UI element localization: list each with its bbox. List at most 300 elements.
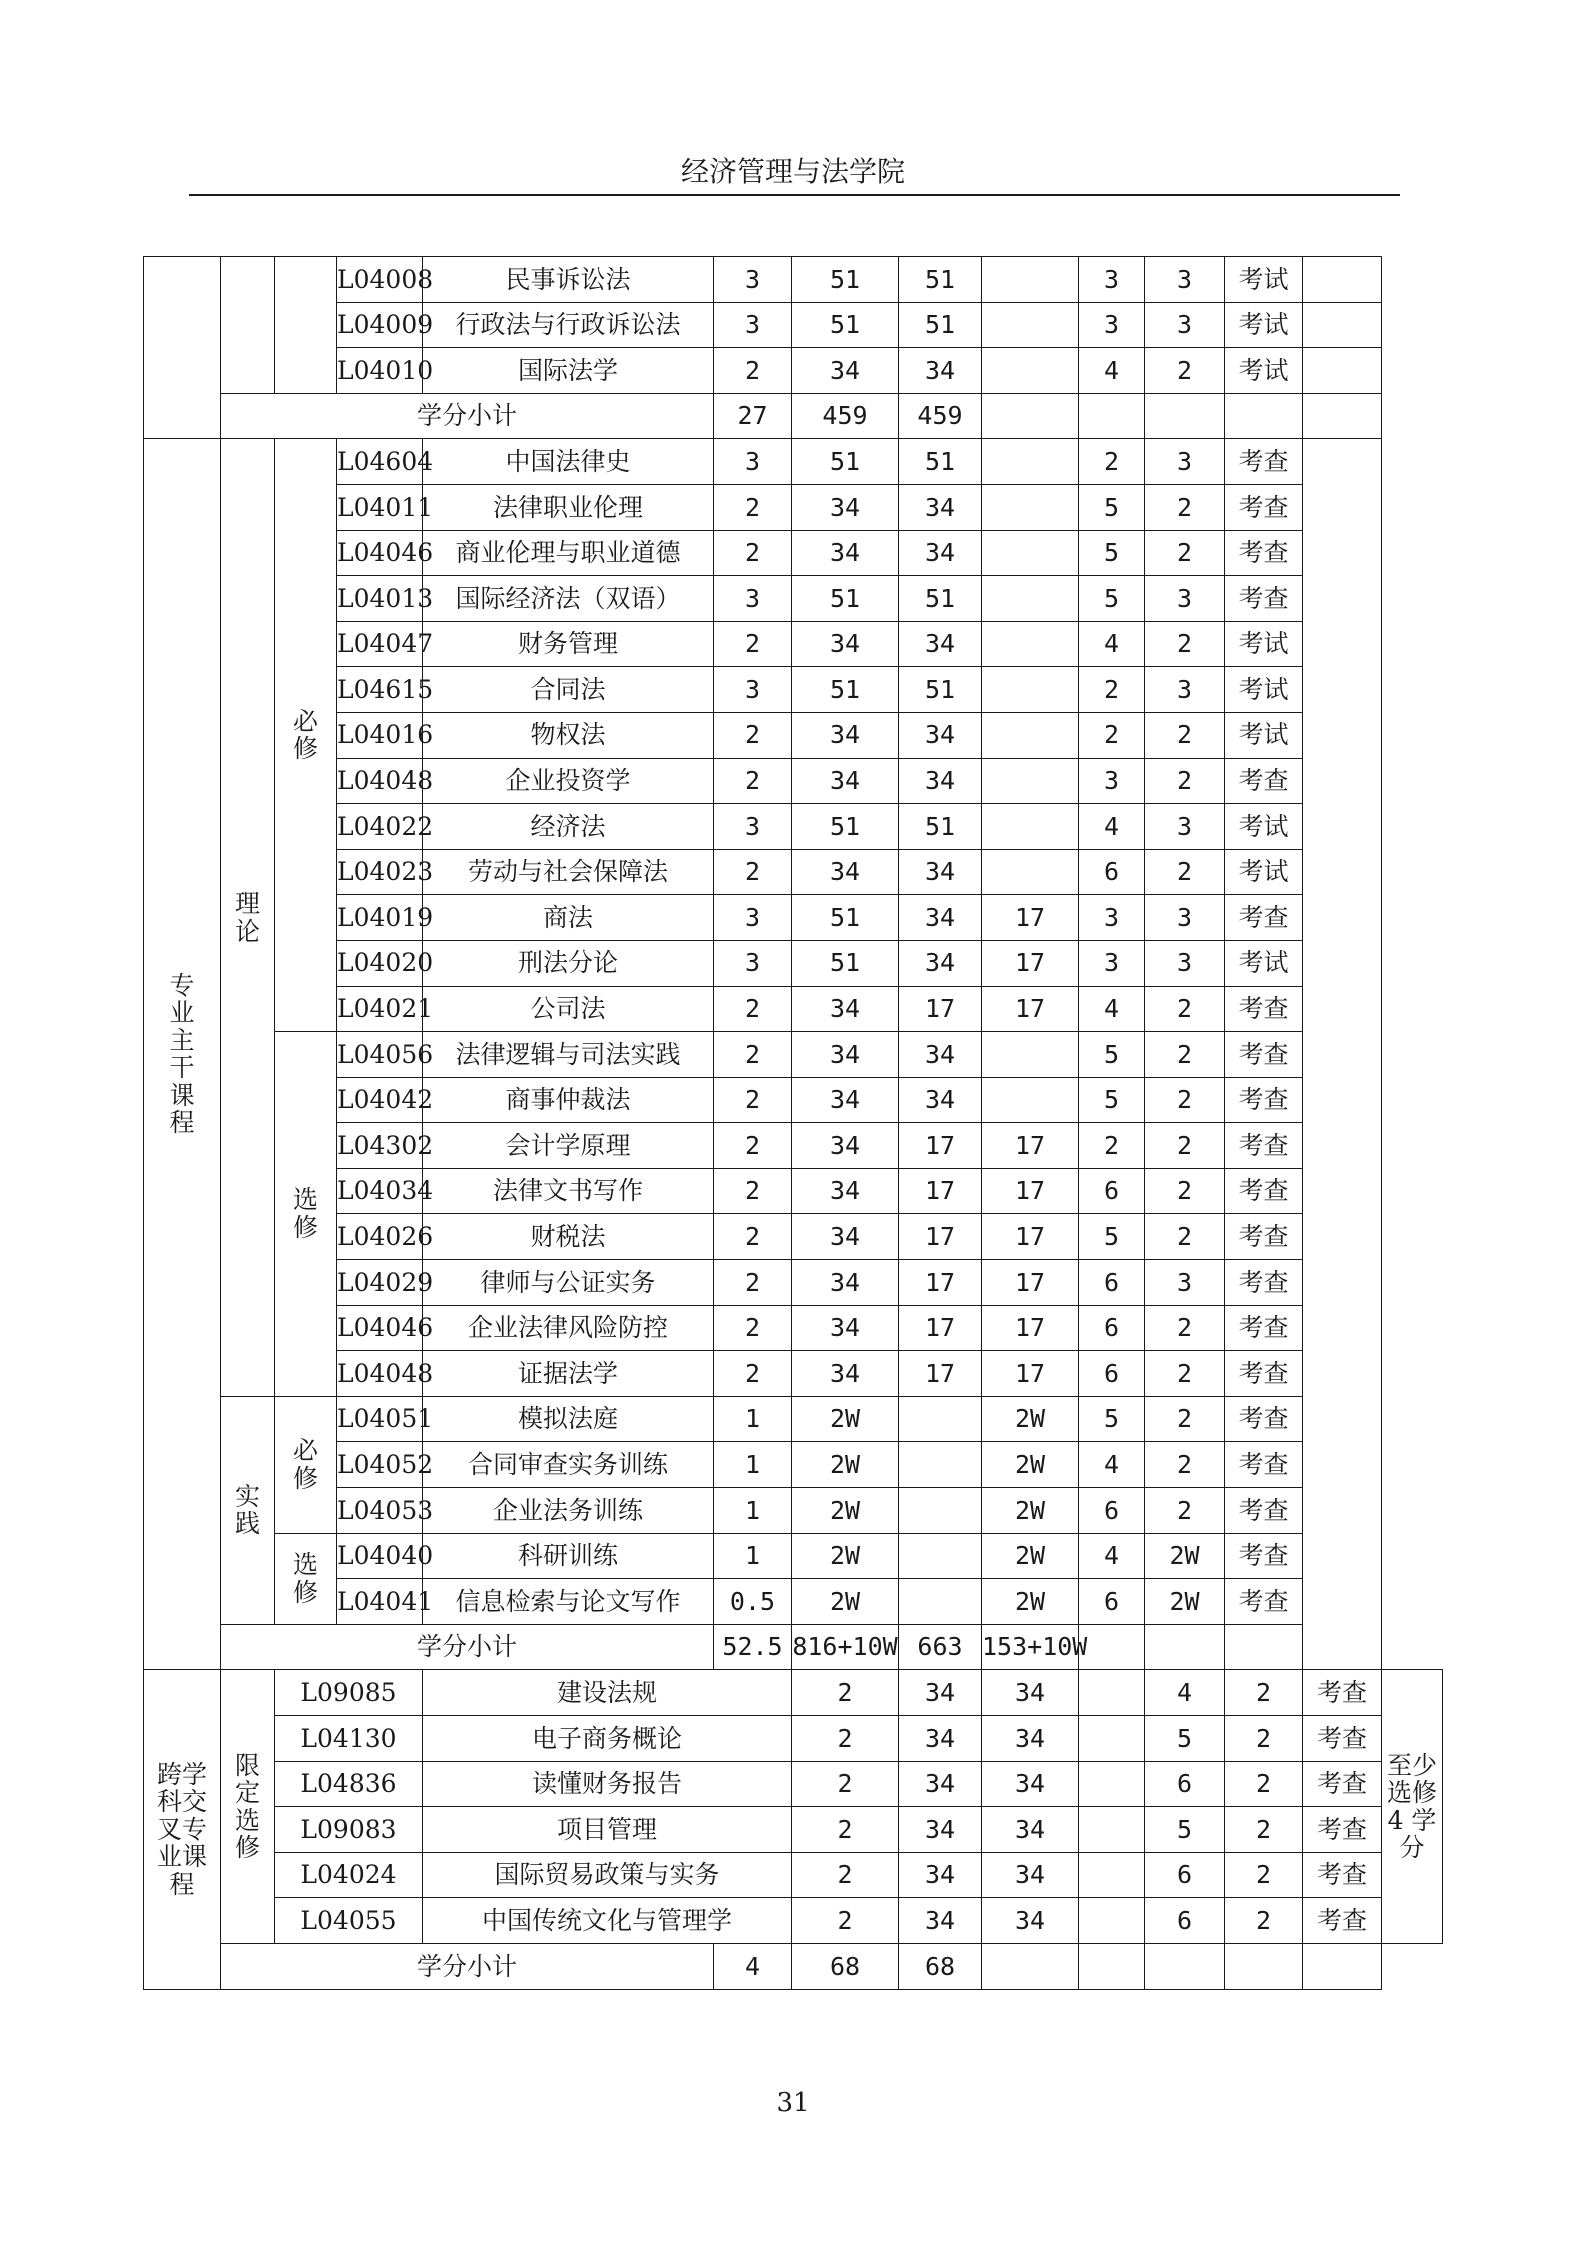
subtotal-total-hours: 68 bbox=[792, 1943, 899, 1989]
table-row bbox=[144, 1351, 1443, 1397]
note-cell bbox=[1303, 302, 1382, 348]
course-name: 法律职业伦理 bbox=[423, 484, 714, 530]
stacked-char: 科交 bbox=[156, 1787, 207, 1817]
stacked-char: 课 bbox=[169, 1080, 195, 1110]
lecture-hours bbox=[899, 1396, 982, 1442]
practice-hours bbox=[982, 439, 1079, 485]
table-row bbox=[144, 758, 1443, 804]
total-hours: 34 bbox=[792, 986, 899, 1032]
lecture-hours bbox=[899, 1442, 982, 1488]
assessment: 考试 bbox=[1225, 621, 1303, 667]
table-row bbox=[144, 804, 1443, 850]
lecture-hours: 34 bbox=[982, 1852, 1079, 1898]
assessment: 考查 bbox=[1225, 895, 1303, 941]
note-cell bbox=[1303, 439, 1382, 1670]
lecture-hours: 34 bbox=[982, 1716, 1079, 1762]
course-code: L04021 bbox=[337, 986, 423, 1032]
credits: 0.5 bbox=[714, 1579, 792, 1625]
assessment: 考试 bbox=[1225, 804, 1303, 850]
weekly-hours: 2W bbox=[1145, 1579, 1225, 1625]
course-name: 中国传统文化与管理学 bbox=[423, 1898, 792, 1944]
empty-cell bbox=[1303, 393, 1382, 439]
course-code: L04046 bbox=[337, 530, 423, 576]
credits: 2 bbox=[714, 1032, 792, 1078]
semester: 4 bbox=[1079, 804, 1145, 850]
course-name: 财务管理 bbox=[423, 621, 714, 667]
semester: 2 bbox=[1079, 439, 1145, 485]
total-hours: 51 bbox=[792, 895, 899, 941]
credits: 2 bbox=[714, 712, 792, 758]
assessment: 考查 bbox=[1225, 1488, 1303, 1534]
total-hours: 34 bbox=[899, 1898, 982, 1944]
practice-hours bbox=[1079, 1898, 1145, 1944]
total-hours: 34 bbox=[899, 1716, 982, 1762]
lecture-hours: 34 bbox=[899, 940, 982, 986]
course-name: 读懂财务报告 bbox=[423, 1761, 792, 1807]
semester: 4 bbox=[1079, 621, 1145, 667]
total-hours: 51 bbox=[792, 940, 899, 986]
stacked-char: 论 bbox=[234, 916, 260, 946]
practice-hours: 17 bbox=[982, 1168, 1079, 1214]
table-row bbox=[144, 1852, 1443, 1898]
course-name: 律师与公证实务 bbox=[423, 1260, 714, 1306]
course-code: L04011 bbox=[337, 484, 423, 530]
lecture-hours: 34 bbox=[899, 621, 982, 667]
subtotal-practice-hours bbox=[982, 393, 1079, 439]
credits: 2 bbox=[714, 1351, 792, 1397]
lecture-hours: 34 bbox=[899, 895, 982, 941]
course-code: L04019 bbox=[337, 895, 423, 941]
total-hours: 2W bbox=[792, 1533, 899, 1579]
practice-hours: 17 bbox=[982, 895, 1079, 941]
course-code: L04022 bbox=[337, 804, 423, 850]
assessment: 考查 bbox=[1225, 1032, 1303, 1078]
semester: 6 bbox=[1079, 849, 1145, 895]
course-name: 信息检索与论文写作 bbox=[423, 1579, 714, 1625]
lecture-hours: 34 bbox=[982, 1670, 1079, 1716]
course-code: L04055 bbox=[275, 1898, 423, 1944]
credits: 2 bbox=[714, 621, 792, 667]
stacked-char: 修 bbox=[234, 1833, 260, 1863]
credits: 2 bbox=[714, 758, 792, 804]
assessment: 考查 bbox=[1303, 1716, 1382, 1762]
credits: 2 bbox=[714, 530, 792, 576]
semester: 5 bbox=[1079, 1032, 1145, 1078]
table-row bbox=[144, 1716, 1443, 1762]
course-name: 国际经济法（双语） bbox=[423, 576, 714, 622]
subtotal-credits: 27 bbox=[714, 393, 792, 439]
lecture-hours bbox=[899, 1533, 982, 1579]
course-code: L04009 bbox=[337, 302, 423, 348]
lecture-hours: 51 bbox=[899, 302, 982, 348]
required-label bbox=[275, 439, 337, 1032]
subtotal-lecture-hours: 459 bbox=[899, 393, 982, 439]
category-cell bbox=[144, 257, 221, 439]
credits: 3 bbox=[714, 302, 792, 348]
stacked-char: 业课 bbox=[156, 1842, 207, 1872]
weekly-hours: 2 bbox=[1225, 1670, 1303, 1716]
total-hours: 34 bbox=[899, 1852, 982, 1898]
assessment: 考查 bbox=[1225, 484, 1303, 530]
note-cell bbox=[1303, 257, 1382, 303]
practice-hours bbox=[1079, 1807, 1145, 1853]
course-name: 经济法 bbox=[423, 804, 714, 850]
weekly-hours: 2 bbox=[1145, 348, 1225, 394]
table-row bbox=[144, 1488, 1443, 1534]
credits: 2 bbox=[714, 484, 792, 530]
weekly-hours: 2 bbox=[1145, 758, 1225, 804]
table-row bbox=[144, 1123, 1443, 1169]
credits: 2 bbox=[792, 1670, 899, 1716]
lecture-hours: 34 bbox=[899, 712, 982, 758]
table-row bbox=[144, 667, 1443, 713]
weekly-hours: 2 bbox=[1145, 849, 1225, 895]
semester: 2 bbox=[1079, 667, 1145, 713]
assessment: 考查 bbox=[1225, 530, 1303, 576]
course-name: 民事诉讼法 bbox=[423, 257, 714, 303]
course-name: 企业投资学 bbox=[423, 758, 714, 804]
practice-hours: 17 bbox=[982, 1305, 1079, 1351]
total-hours: 34 bbox=[792, 348, 899, 394]
course-code: L04052 bbox=[337, 1442, 423, 1488]
weekly-hours: 2 bbox=[1145, 1123, 1225, 1169]
semester: 4 bbox=[1145, 1670, 1225, 1716]
stacked-char: 选 bbox=[234, 1805, 260, 1835]
weekly-hours: 2 bbox=[1225, 1761, 1303, 1807]
credits: 3 bbox=[714, 804, 792, 850]
course-code: L04020 bbox=[337, 940, 423, 986]
semester: 3 bbox=[1079, 895, 1145, 941]
assessment: 考查 bbox=[1225, 1305, 1303, 1351]
empty-cell bbox=[1079, 1943, 1145, 1989]
practice-hours bbox=[982, 484, 1079, 530]
course-name: 国际贸易政策与实务 bbox=[423, 1852, 792, 1898]
total-hours: 2W bbox=[792, 1488, 899, 1534]
weekly-hours: 2 bbox=[1145, 1305, 1225, 1351]
table-row bbox=[144, 1670, 1443, 1716]
course-code: L04047 bbox=[337, 621, 423, 667]
subtotal-row bbox=[144, 1624, 1443, 1670]
stacked-char: 至少 bbox=[1386, 1750, 1437, 1780]
stacked-char: 主 bbox=[169, 1025, 195, 1055]
assessment: 考查 bbox=[1225, 1442, 1303, 1488]
lecture-hours: 51 bbox=[899, 804, 982, 850]
lecture-hours: 51 bbox=[899, 257, 982, 303]
empty-cell bbox=[1303, 1943, 1382, 1989]
assessment: 考查 bbox=[1303, 1670, 1382, 1716]
practice-hours bbox=[982, 758, 1079, 804]
weekly-hours: 2 bbox=[1145, 1032, 1225, 1078]
table-row bbox=[144, 621, 1443, 667]
credits: 2 bbox=[792, 1716, 899, 1762]
practice-hours: 17 bbox=[982, 986, 1079, 1032]
assessment: 考试 bbox=[1225, 348, 1303, 394]
stacked-char: 实 bbox=[234, 1481, 260, 1511]
total-hours: 34 bbox=[792, 484, 899, 530]
stacked-char: 必 bbox=[292, 1436, 318, 1466]
total-hours: 51 bbox=[792, 439, 899, 485]
total-hours: 34 bbox=[792, 1077, 899, 1123]
table-row bbox=[144, 1579, 1443, 1625]
total-hours: 34 bbox=[792, 1260, 899, 1306]
total-hours: 34 bbox=[792, 1214, 899, 1260]
assessment: 考查 bbox=[1225, 1579, 1303, 1625]
total-hours: 51 bbox=[792, 576, 899, 622]
stacked-char: 选 bbox=[292, 1550, 318, 1580]
course-code: L04008 bbox=[337, 257, 423, 303]
lecture-hours bbox=[899, 1488, 982, 1534]
weekly-hours: 2 bbox=[1145, 1077, 1225, 1123]
lecture-hours: 34 bbox=[899, 1032, 982, 1078]
assessment: 考试 bbox=[1225, 667, 1303, 713]
table-row bbox=[144, 1032, 1443, 1078]
practice-hours bbox=[982, 576, 1079, 622]
total-hours: 34 bbox=[792, 712, 899, 758]
credits: 2 bbox=[714, 1123, 792, 1169]
category-label bbox=[144, 439, 221, 1670]
credits: 1 bbox=[714, 1488, 792, 1534]
semester: 6 bbox=[1079, 1488, 1145, 1534]
weekly-hours: 3 bbox=[1145, 804, 1225, 850]
lecture-hours: 17 bbox=[899, 1214, 982, 1260]
course-code: L09085 bbox=[275, 1670, 423, 1716]
empty-cell bbox=[1225, 393, 1303, 439]
empty-cell bbox=[1225, 1624, 1303, 1670]
practice-hours bbox=[982, 348, 1079, 394]
category-label bbox=[144, 1670, 221, 1989]
subtotal-label: 学分小计 bbox=[221, 393, 714, 439]
credits: 2 bbox=[714, 1305, 792, 1351]
course-code: L04130 bbox=[275, 1716, 423, 1762]
total-hours: 34 bbox=[792, 530, 899, 576]
course-name: 法律逻辑与司法实践 bbox=[423, 1032, 714, 1078]
practice-hours: 17 bbox=[982, 940, 1079, 986]
empty-cell bbox=[1225, 1943, 1303, 1989]
lecture-hours: 34 bbox=[982, 1807, 1079, 1853]
lecture-hours: 34 bbox=[899, 348, 982, 394]
course-code: L04048 bbox=[337, 1351, 423, 1397]
course-name: 财税法 bbox=[423, 1214, 714, 1260]
stacked-char: 修 bbox=[292, 1577, 318, 1607]
semester: 5 bbox=[1079, 1396, 1145, 1442]
table-row bbox=[144, 1442, 1443, 1488]
table-row bbox=[144, 1214, 1443, 1260]
semester: 3 bbox=[1079, 758, 1145, 804]
course-name: 国际法学 bbox=[423, 348, 714, 394]
practice-hours: 2W bbox=[982, 1533, 1079, 1579]
stacked-char: 定 bbox=[234, 1778, 260, 1808]
stacked-char: 选 bbox=[292, 1185, 318, 1215]
credits: 3 bbox=[714, 667, 792, 713]
lecture-hours bbox=[899, 1579, 982, 1625]
credits: 2 bbox=[714, 1077, 792, 1123]
stacked-char: 修 bbox=[292, 1463, 318, 1493]
semester: 6 bbox=[1079, 1168, 1145, 1214]
total-hours: 34 bbox=[792, 758, 899, 804]
weekly-hours: 2 bbox=[1145, 1442, 1225, 1488]
table-row bbox=[144, 986, 1443, 1032]
semester: 6 bbox=[1079, 1305, 1145, 1351]
course-code: L04026 bbox=[337, 1214, 423, 1260]
lecture-hours: 51 bbox=[899, 667, 982, 713]
total-hours: 34 bbox=[792, 1168, 899, 1214]
practice-hours: 2W bbox=[982, 1488, 1079, 1534]
weekly-hours: 2 bbox=[1145, 1214, 1225, 1260]
weekly-hours: 2 bbox=[1145, 1168, 1225, 1214]
semester: 5 bbox=[1079, 484, 1145, 530]
stacked-char: 4 学 bbox=[1387, 1805, 1437, 1835]
course-code: L04029 bbox=[337, 1260, 423, 1306]
table-row bbox=[144, 1761, 1443, 1807]
stacked-char: 限 bbox=[234, 1750, 260, 1780]
course-name: 中国法律史 bbox=[423, 439, 714, 485]
total-hours: 2W bbox=[792, 1396, 899, 1442]
weekly-hours: 2 bbox=[1145, 712, 1225, 758]
practice-hours bbox=[982, 1032, 1079, 1078]
course-name: 科研训练 bbox=[423, 1533, 714, 1579]
lecture-hours: 34 bbox=[982, 1898, 1079, 1944]
assessment: 考查 bbox=[1225, 986, 1303, 1032]
semester: 6 bbox=[1145, 1852, 1225, 1898]
table-row bbox=[144, 484, 1443, 530]
total-hours: 34 bbox=[899, 1807, 982, 1853]
semester: 6 bbox=[1145, 1898, 1225, 1944]
credits: 2 bbox=[714, 1168, 792, 1214]
weekly-hours: 2 bbox=[1145, 1396, 1225, 1442]
total-hours: 34 bbox=[792, 1032, 899, 1078]
weekly-hours: 3 bbox=[1145, 302, 1225, 348]
semester: 3 bbox=[1079, 940, 1145, 986]
stacked-char: 业 bbox=[169, 998, 195, 1028]
lecture-hours: 51 bbox=[899, 439, 982, 485]
course-code: L04016 bbox=[337, 712, 423, 758]
practice-hours: 17 bbox=[982, 1214, 1079, 1260]
elective-label bbox=[275, 1032, 337, 1397]
total-hours: 51 bbox=[792, 302, 899, 348]
practice-hours bbox=[1079, 1761, 1145, 1807]
credits: 2 bbox=[792, 1898, 899, 1944]
total-hours: 51 bbox=[792, 667, 899, 713]
semester: 5 bbox=[1145, 1716, 1225, 1762]
weekly-hours: 2 bbox=[1145, 484, 1225, 530]
course-name: 企业法律风险防控 bbox=[423, 1305, 714, 1351]
subtotal-credits: 52.5 bbox=[714, 1624, 792, 1670]
lecture-hours: 34 bbox=[899, 1077, 982, 1123]
semester: 4 bbox=[1079, 1442, 1145, 1488]
subtotal-row bbox=[144, 1943, 1443, 1989]
stacked-char: 干 bbox=[169, 1053, 195, 1083]
total-hours: 34 bbox=[899, 1761, 982, 1807]
course-code: L04053 bbox=[337, 1488, 423, 1534]
assessment: 考查 bbox=[1303, 1898, 1382, 1944]
lecture-hours: 17 bbox=[899, 1305, 982, 1351]
course-code: L04048 bbox=[337, 758, 423, 804]
assessment: 考查 bbox=[1225, 1168, 1303, 1214]
assessment: 考试 bbox=[1225, 257, 1303, 303]
stacked-char: 分 bbox=[1399, 1833, 1425, 1863]
course-code: L04042 bbox=[337, 1077, 423, 1123]
weekly-hours: 2 bbox=[1145, 530, 1225, 576]
lecture-hours: 34 bbox=[899, 484, 982, 530]
course-code: L04013 bbox=[337, 576, 423, 622]
weekly-hours: 2 bbox=[1145, 986, 1225, 1032]
credits: 2 bbox=[714, 1260, 792, 1306]
subtotal-row bbox=[144, 393, 1443, 439]
elective-label bbox=[275, 1533, 337, 1624]
semester: 5 bbox=[1079, 1214, 1145, 1260]
subtotal-practice-hours bbox=[982, 1943, 1079, 1989]
semester: 6 bbox=[1079, 1260, 1145, 1306]
semester: 5 bbox=[1145, 1807, 1225, 1853]
credits: 1 bbox=[714, 1442, 792, 1488]
assessment: 考查 bbox=[1225, 439, 1303, 485]
empty-cell bbox=[1079, 393, 1145, 439]
weekly-hours: 2 bbox=[1145, 1488, 1225, 1534]
credits: 3 bbox=[714, 439, 792, 485]
course-code: L04302 bbox=[337, 1123, 423, 1169]
credits: 2 bbox=[714, 849, 792, 895]
weekly-hours: 2 bbox=[1145, 1351, 1225, 1397]
table-row bbox=[144, 1396, 1443, 1442]
stacked-char: 专 bbox=[169, 970, 195, 1000]
credits: 2 bbox=[792, 1852, 899, 1898]
table-row bbox=[144, 530, 1443, 576]
subtotal-practice-hours: 153+10W bbox=[982, 1624, 1079, 1670]
practice-hours bbox=[982, 712, 1079, 758]
assessment: 考试 bbox=[1225, 849, 1303, 895]
weekly-hours: 3 bbox=[1145, 667, 1225, 713]
semester: 5 bbox=[1079, 576, 1145, 622]
page-number: 31 bbox=[776, 2088, 810, 2118]
semester: 6 bbox=[1079, 1351, 1145, 1397]
assessment: 考查 bbox=[1225, 758, 1303, 804]
lecture-hours: 34 bbox=[899, 849, 982, 895]
subtotal-total-hours: 816+10W bbox=[792, 1624, 899, 1670]
credits: 1 bbox=[714, 1396, 792, 1442]
sub-type-cell bbox=[275, 257, 337, 394]
course-code: L04615 bbox=[337, 667, 423, 713]
practice-hours bbox=[982, 530, 1079, 576]
credits: 2 bbox=[714, 1214, 792, 1260]
credits: 3 bbox=[714, 940, 792, 986]
subtotal-total-hours: 459 bbox=[792, 393, 899, 439]
total-hours: 34 bbox=[792, 849, 899, 895]
total-hours: 34 bbox=[792, 1351, 899, 1397]
table-row bbox=[144, 849, 1443, 895]
table-row bbox=[144, 439, 1443, 485]
table-row bbox=[144, 348, 1443, 394]
assessment: 考查 bbox=[1225, 1214, 1303, 1260]
semester: 3 bbox=[1079, 302, 1145, 348]
theory-label bbox=[221, 439, 275, 1396]
course-name: 商法 bbox=[423, 895, 714, 941]
course-name: 商事仲裁法 bbox=[423, 1077, 714, 1123]
stacked-char: 践 bbox=[234, 1509, 260, 1539]
practice-hours: 2W bbox=[982, 1579, 1079, 1625]
practice-hours bbox=[1079, 1670, 1145, 1716]
table-row bbox=[144, 712, 1443, 758]
page-header-title: 经济管理与法学院 bbox=[680, 155, 905, 188]
course-name: 证据法学 bbox=[423, 1351, 714, 1397]
semester: 4 bbox=[1079, 986, 1145, 1032]
subtotal-credits: 4 bbox=[714, 1943, 792, 1989]
stacked-char: 必 bbox=[292, 706, 318, 736]
course-name: 会计学原理 bbox=[423, 1123, 714, 1169]
total-hours: 34 bbox=[899, 1670, 982, 1716]
assessment: 考查 bbox=[1225, 1533, 1303, 1579]
weekly-hours: 3 bbox=[1145, 257, 1225, 303]
curriculum-table bbox=[143, 256, 1443, 1990]
